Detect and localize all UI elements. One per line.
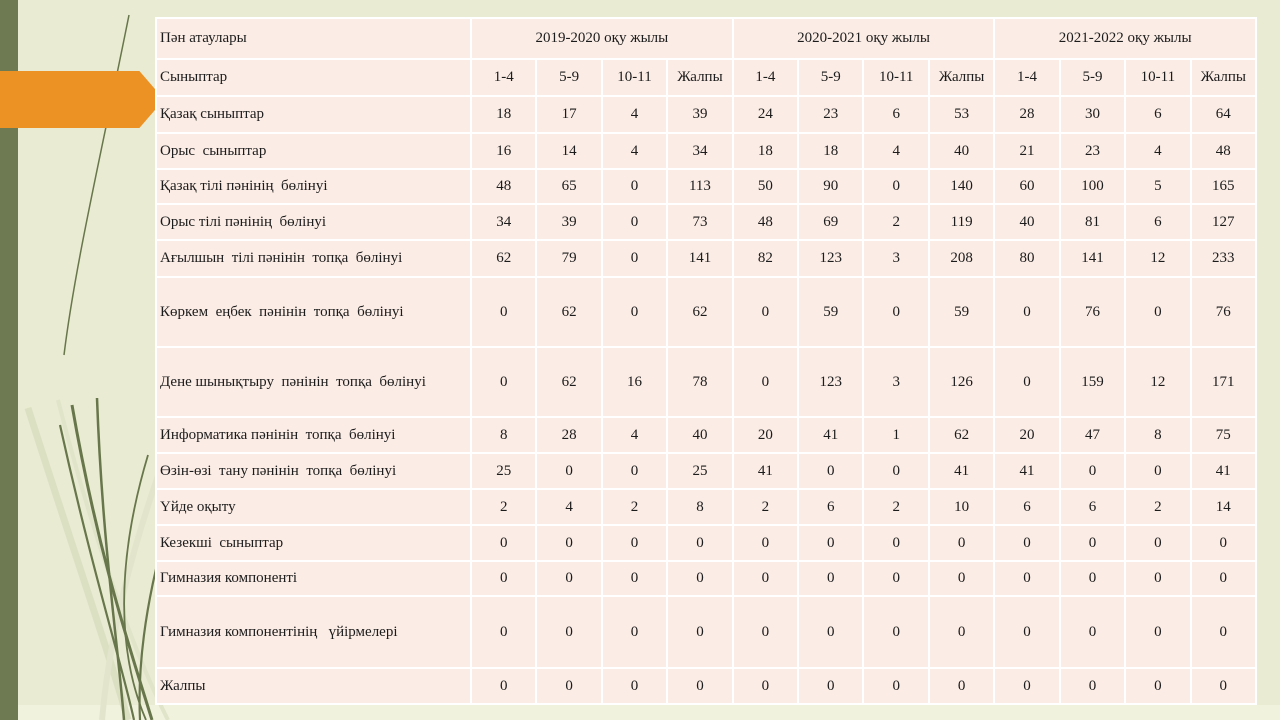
value-cell: 0 — [536, 596, 601, 668]
value-cell: 40 — [929, 133, 994, 169]
table-row — [156, 277, 1256, 347]
row-label: Орыс сыныптар — [156, 133, 471, 169]
value-cell: 80 — [994, 240, 1059, 277]
table-row — [156, 417, 1256, 453]
value-cell: 14 — [536, 133, 601, 169]
value-cell: 119 — [929, 204, 994, 240]
value-cell: 41 — [1191, 453, 1256, 489]
value-cell: 41 — [733, 453, 798, 489]
value-cell: 0 — [994, 561, 1059, 596]
bottom-accent-band — [0, 705, 1280, 720]
value-cell: 23 — [798, 96, 863, 133]
value-cell: 90 — [798, 169, 863, 204]
value-cell: 12 — [1125, 240, 1190, 277]
value-cell: 0 — [1060, 453, 1125, 489]
value-cell: 3 — [863, 347, 928, 417]
value-cell: 18 — [471, 96, 536, 133]
value-cell: 79 — [536, 240, 601, 277]
value-cell: 8 — [471, 417, 536, 453]
value-cell: 123 — [798, 347, 863, 417]
value-cell: 59 — [798, 277, 863, 347]
table-row — [156, 133, 1256, 169]
row-label: Дене шынықтыру пәнінін топқа бөлінуі — [156, 347, 471, 417]
row-label: Қазақ тілі пәнінің бөлінуі — [156, 169, 471, 204]
year-header-2: 2021-2022 оқу жылы — [994, 18, 1256, 59]
value-cell: 0 — [667, 525, 732, 561]
value-cell: 6 — [863, 96, 928, 133]
value-cell: 0 — [863, 668, 928, 704]
value-cell: 76 — [1191, 277, 1256, 347]
value-cell: 0 — [1191, 525, 1256, 561]
value-cell: 0 — [471, 596, 536, 668]
table-row — [156, 489, 1256, 525]
value-cell: 0 — [733, 347, 798, 417]
value-cell: 0 — [536, 668, 601, 704]
value-cell: 126 — [929, 347, 994, 417]
value-cell: 47 — [1060, 417, 1125, 453]
value-cell: 16 — [471, 133, 536, 169]
value-cell: 0 — [863, 561, 928, 596]
value-cell: 81 — [1060, 204, 1125, 240]
value-cell: 75 — [1191, 417, 1256, 453]
value-cell: 1 — [863, 417, 928, 453]
value-cell: 64 — [1191, 96, 1256, 133]
value-cell: 12 — [1125, 347, 1190, 417]
row-label: Информатика пәнінін топқа бөлінуі — [156, 417, 471, 453]
value-cell: 17 — [536, 96, 601, 133]
value-cell: 0 — [602, 596, 667, 668]
class-col-header: Жалпы — [1191, 59, 1256, 96]
row-label: Жалпы — [156, 668, 471, 704]
class-col-header: Жалпы — [667, 59, 732, 96]
value-cell: 0 — [1125, 525, 1190, 561]
value-cell: 0 — [471, 668, 536, 704]
class-col-header: 5-9 — [1060, 59, 1125, 96]
value-cell: 0 — [1060, 525, 1125, 561]
value-cell: 100 — [1060, 169, 1125, 204]
value-cell: 28 — [994, 96, 1059, 133]
value-cell: 0 — [471, 277, 536, 347]
value-cell: 0 — [602, 525, 667, 561]
value-cell: 0 — [863, 596, 928, 668]
value-cell: 4 — [602, 96, 667, 133]
value-cell: 10 — [929, 489, 994, 525]
value-cell: 0 — [471, 561, 536, 596]
value-cell: 24 — [733, 96, 798, 133]
value-cell: 0 — [471, 525, 536, 561]
class-col-header: 1-4 — [733, 59, 798, 96]
value-cell: 0 — [733, 668, 798, 704]
value-cell: 0 — [863, 277, 928, 347]
value-cell: 0 — [602, 668, 667, 704]
row-label: Көркем еңбек пәнінін топқа бөлінуі — [156, 277, 471, 347]
value-cell: 127 — [1191, 204, 1256, 240]
value-cell: 0 — [602, 204, 667, 240]
value-cell: 16 — [602, 347, 667, 417]
table-row — [156, 561, 1256, 596]
value-cell: 60 — [994, 169, 1059, 204]
value-cell: 0 — [994, 277, 1059, 347]
value-cell: 78 — [667, 347, 732, 417]
value-cell: 2 — [1125, 489, 1190, 525]
value-cell: 113 — [667, 169, 732, 204]
value-cell: 48 — [733, 204, 798, 240]
value-cell: 0 — [1125, 561, 1190, 596]
value-cell: 0 — [929, 668, 994, 704]
value-cell: 0 — [733, 277, 798, 347]
value-cell: 4 — [602, 133, 667, 169]
value-cell: 25 — [667, 453, 732, 489]
value-cell: 40 — [667, 417, 732, 453]
value-cell: 0 — [929, 561, 994, 596]
value-cell: 18 — [798, 133, 863, 169]
row-label: Гимназия компоненті — [156, 561, 471, 596]
year-header-0: 2019-2020 оқу жылы — [471, 18, 733, 59]
class-col-header: 5-9 — [536, 59, 601, 96]
value-cell: 41 — [994, 453, 1059, 489]
value-cell: 165 — [1191, 169, 1256, 204]
value-cell: 0 — [994, 347, 1059, 417]
value-cell: 62 — [536, 347, 601, 417]
value-cell: 20 — [994, 417, 1059, 453]
table-row — [156, 453, 1256, 489]
value-cell: 0 — [602, 561, 667, 596]
value-cell: 0 — [1060, 668, 1125, 704]
value-cell: 0 — [733, 596, 798, 668]
value-cell: 2 — [863, 489, 928, 525]
row-label: Өзін-өзі тану пәнінін топқа бөлінуі — [156, 453, 471, 489]
table-row — [156, 525, 1256, 561]
value-cell: 208 — [929, 240, 994, 277]
class-col-header: 10-11 — [863, 59, 928, 96]
value-cell: 0 — [1125, 453, 1190, 489]
value-cell: 41 — [929, 453, 994, 489]
value-cell: 4 — [1125, 133, 1190, 169]
value-cell: 18 — [733, 133, 798, 169]
value-cell: 6 — [1060, 489, 1125, 525]
value-cell: 34 — [667, 133, 732, 169]
value-cell: 30 — [1060, 96, 1125, 133]
value-cell: 233 — [1191, 240, 1256, 277]
year-header-1: 2020-2021 оқу жылы — [733, 18, 995, 59]
value-cell: 0 — [1191, 668, 1256, 704]
value-cell: 0 — [1125, 596, 1190, 668]
value-cell: 0 — [994, 668, 1059, 704]
value-cell: 50 — [733, 169, 798, 204]
value-cell: 5 — [1125, 169, 1190, 204]
value-cell: 141 — [1060, 240, 1125, 277]
value-cell: 0 — [798, 453, 863, 489]
value-cell: 0 — [994, 596, 1059, 668]
table-row — [156, 347, 1256, 417]
value-cell: 3 — [863, 240, 928, 277]
value-cell: 48 — [1191, 133, 1256, 169]
value-cell: 4 — [536, 489, 601, 525]
row-label: Орыс тілі пәнінің бөлінуі — [156, 204, 471, 240]
class-col-header: 10-11 — [1125, 59, 1190, 96]
lessons-distribution-table — [155, 17, 1257, 705]
value-cell: 65 — [536, 169, 601, 204]
value-cell: 59 — [929, 277, 994, 347]
row-label: Қазақ сыныптар — [156, 96, 471, 133]
value-cell: 6 — [994, 489, 1059, 525]
value-cell: 8 — [667, 489, 732, 525]
value-cell: 0 — [1125, 668, 1190, 704]
value-cell: 4 — [602, 417, 667, 453]
class-col-header: 5-9 — [798, 59, 863, 96]
value-cell: 4 — [863, 133, 928, 169]
table-row — [156, 204, 1256, 240]
value-cell: 69 — [798, 204, 863, 240]
value-cell: 48 — [471, 169, 536, 204]
value-cell: 0 — [798, 561, 863, 596]
value-cell: 0 — [602, 169, 667, 204]
value-cell: 23 — [1060, 133, 1125, 169]
table-row — [156, 596, 1256, 668]
value-cell: 34 — [471, 204, 536, 240]
row-label: Ағылшын тілі пәнінін топқа бөлінуі — [156, 240, 471, 277]
value-cell: 0 — [863, 453, 928, 489]
classes-row-header: Сыныптар — [156, 59, 471, 96]
value-cell: 53 — [929, 96, 994, 133]
value-cell: 62 — [471, 240, 536, 277]
value-cell: 20 — [733, 417, 798, 453]
value-cell: 0 — [602, 277, 667, 347]
value-cell: 39 — [536, 204, 601, 240]
value-cell: 0 — [863, 169, 928, 204]
table-row — [156, 240, 1256, 277]
value-cell: 2 — [863, 204, 928, 240]
value-cell: 2 — [733, 489, 798, 525]
table-row — [156, 169, 1256, 204]
value-cell: 0 — [798, 596, 863, 668]
value-cell: 0 — [667, 561, 732, 596]
value-cell: 62 — [536, 277, 601, 347]
value-cell: 62 — [929, 417, 994, 453]
class-col-header: 1-4 — [994, 59, 1059, 96]
value-cell: 123 — [798, 240, 863, 277]
class-col-header: Жалпы — [929, 59, 994, 96]
value-cell: 28 — [536, 417, 601, 453]
row-label: Гимназия компонентінің үйірмелері — [156, 596, 471, 668]
value-cell: 0 — [929, 525, 994, 561]
value-cell: 21 — [994, 133, 1059, 169]
value-cell: 0 — [1060, 561, 1125, 596]
value-cell: 0 — [863, 525, 928, 561]
value-cell: 39 — [667, 96, 732, 133]
value-cell: 0 — [667, 668, 732, 704]
value-cell: 76 — [1060, 277, 1125, 347]
value-cell: 40 — [994, 204, 1059, 240]
value-cell: 0 — [1191, 561, 1256, 596]
value-cell: 6 — [1125, 204, 1190, 240]
value-cell: 14 — [1191, 489, 1256, 525]
corner-header: Пән атаулары — [156, 18, 471, 59]
value-cell: 0 — [602, 453, 667, 489]
value-cell: 0 — [471, 347, 536, 417]
row-label: Үйде оқыту — [156, 489, 471, 525]
value-cell: 0 — [602, 240, 667, 277]
value-cell: 0 — [1191, 596, 1256, 668]
value-cell: 0 — [1060, 596, 1125, 668]
value-cell: 0 — [733, 561, 798, 596]
table-row — [156, 668, 1256, 704]
value-cell: 6 — [798, 489, 863, 525]
value-cell: 171 — [1191, 347, 1256, 417]
value-cell: 41 — [798, 417, 863, 453]
class-col-header: 10-11 — [602, 59, 667, 96]
value-cell: 82 — [733, 240, 798, 277]
value-cell: 141 — [667, 240, 732, 277]
value-cell: 25 — [471, 453, 536, 489]
value-cell: 0 — [1125, 277, 1190, 347]
value-cell: 2 — [602, 489, 667, 525]
value-cell: 0 — [798, 668, 863, 704]
value-cell: 8 — [1125, 417, 1190, 453]
value-cell: 73 — [667, 204, 732, 240]
value-cell: 0 — [536, 525, 601, 561]
value-cell: 0 — [536, 453, 601, 489]
value-cell: 62 — [667, 277, 732, 347]
value-cell: 0 — [733, 525, 798, 561]
value-cell: 159 — [1060, 347, 1125, 417]
value-cell: 6 — [1125, 96, 1190, 133]
value-cell: 0 — [536, 561, 601, 596]
value-cell: 0 — [994, 525, 1059, 561]
row-label: Кезекші сыныптар — [156, 525, 471, 561]
table-row — [156, 96, 1256, 133]
orange-arrow-shape — [0, 71, 164, 128]
value-cell: 2 — [471, 489, 536, 525]
value-cell: 140 — [929, 169, 994, 204]
value-cell: 0 — [798, 525, 863, 561]
class-col-header: 1-4 — [471, 59, 536, 96]
value-cell: 0 — [667, 596, 732, 668]
value-cell: 0 — [929, 596, 994, 668]
